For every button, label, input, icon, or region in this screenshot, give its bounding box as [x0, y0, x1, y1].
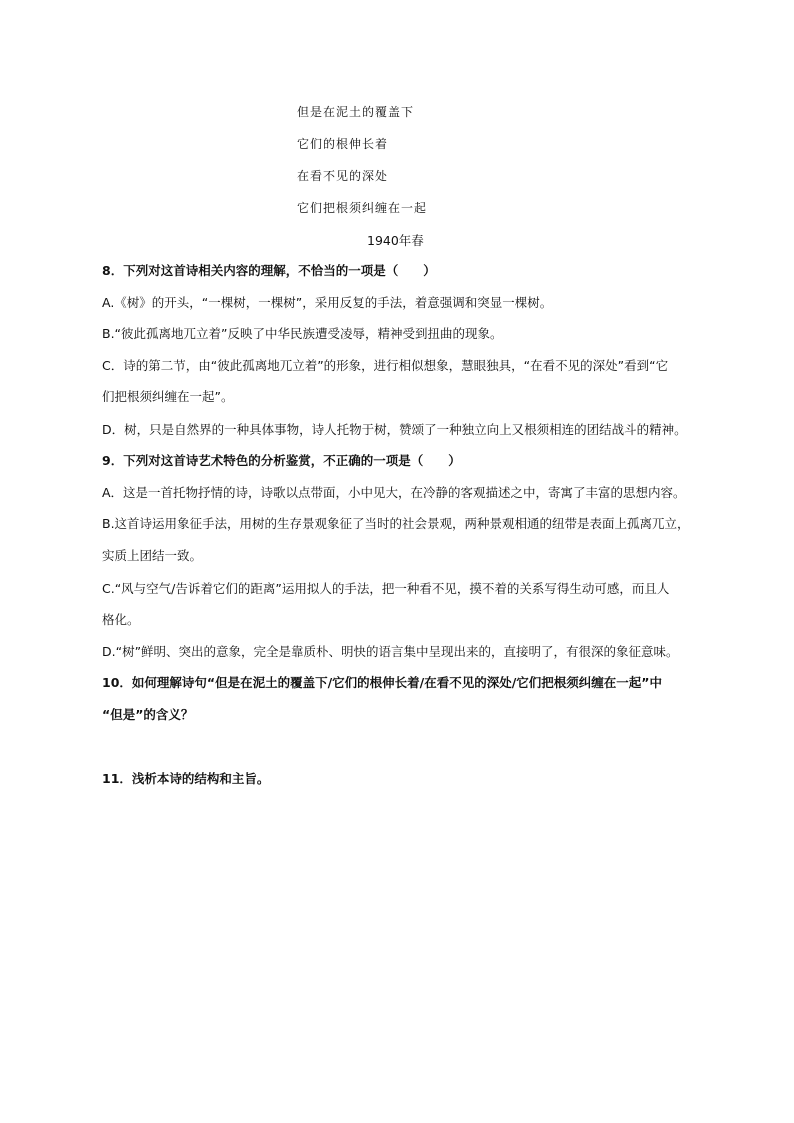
question-9-option-b-line-1: B.这首诗运用象征手法，用树的生存景观象征了当时的社会景观，两种景观相通的纽带是表面上孤离兀立，	[102, 516, 690, 531]
question-9-stem: 9．下列对这首诗艺术特色的分析鉴赏，不正确的一项是（ ）	[102, 453, 461, 468]
question-9-option-d: D.“树”鲜明、突出的意象，完全是靠质朴、明快的语言集中呈现出来的，直接明了，有很深的象征意味。	[102, 644, 679, 659]
poem-line-1: 但是在泥土的覆盖下	[297, 105, 415, 119]
question-11-stem: 11．浅析本诗的结构和主旨。	[102, 771, 270, 786]
question-9-option-b-line-2: 实质上团结一致。	[102, 548, 203, 563]
question-8-stem: 8．下列对这首诗相关内容的理解，不恰当的一项是（ ）	[102, 263, 436, 278]
poem-date: 1940年春	[367, 233, 424, 248]
poem-line-4: 它们把根须纠缠在一起	[297, 201, 428, 215]
question-8-option-b: B.“彼此孤离地兀立着”反映了中华民族遭受凌辱，精神受到扭曲的现象。	[102, 326, 503, 341]
poem-line-2: 它们的根伸长着	[297, 137, 389, 151]
question-8-option-a: A.《树》的开头，“一棵树，一棵树”，采用反复的手法，着意强调和突显一棵树。	[102, 295, 553, 310]
question-8-option-d: D．树，只是自然界的一种具体事物，诗人托物于树，赞颂了一种独立向上又根须相连的团结战斗的精神。	[102, 422, 687, 437]
question-9-option-a: A．这是一首托物抒情的诗，诗歌以点带面，小中见大，在冷静的客观描述之中，寄寓了丰富的思想内容。	[102, 485, 686, 500]
question-8-option-c-line-2: 们把根须纠缠在一起”。	[102, 389, 234, 404]
question-9-option-c-line-2: 格化。	[102, 612, 140, 627]
question-10-line-2: “但是”的含义？	[102, 707, 194, 722]
poem-line-3: 在看不见的深处	[297, 169, 389, 183]
question-9-option-c-line-1: C.“风与空气/告诉着它们的距离”运用拟人的手法，把一种看不见，摸不着的关系写得生动可感，而且人	[102, 581, 670, 596]
question-8-option-c-line-1: C．诗的第二节，由“彼此孤离地兀立着”的形象，进行相似想象，慧眼独具，“在看不见的深处”看到“它	[102, 358, 669, 373]
question-10-line-1: 10．如何理解诗句“但是在泥土的覆盖下/它们的根伸长着/在看不见的深处/它们把根须纠缠在一起”中	[102, 675, 663, 690]
